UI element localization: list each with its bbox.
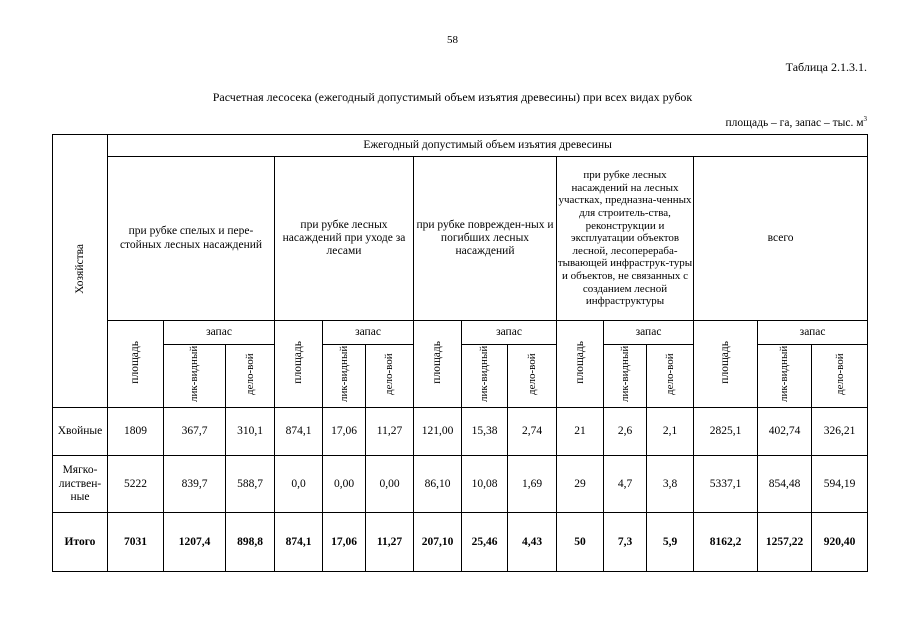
table-cell: 1,69 <box>508 456 557 513</box>
header-liquid <box>758 345 812 408</box>
table-cell: 594,19 <box>812 456 868 513</box>
page-number: 58 <box>447 34 458 46</box>
table-row-total <box>53 513 868 572</box>
row-label: Хвойные <box>53 408 108 456</box>
row-label: Мягко-листвен-ные <box>53 456 108 513</box>
header-liquid <box>604 345 647 408</box>
table-cell: 326,21 <box>812 408 868 456</box>
table-cell: 8162,2 <box>694 513 758 572</box>
table-cell: 121,00 <box>414 408 462 456</box>
table-cell: 2,6 <box>604 408 647 456</box>
header-liquid-label: лик-видный <box>778 345 791 403</box>
table-cell: 5337,1 <box>694 456 758 513</box>
units-note <box>725 117 867 129</box>
table-cell: 5,9 <box>647 513 694 572</box>
table-cell: 7,3 <box>604 513 647 572</box>
header-area <box>108 321 164 408</box>
table-cell: 50 <box>557 513 604 572</box>
table-cell: 874,1 <box>275 408 323 456</box>
table-cell: 17,06 <box>323 408 366 456</box>
header-business-label: дело-вой <box>663 353 676 395</box>
table-cell: 588,7 <box>226 456 275 513</box>
header-group-mature: при рубке спелых и пере-стойных лесных насаждений <box>108 157 275 321</box>
table-cell: 1257,22 <box>758 513 812 572</box>
units-text: площадь – га, запас – тыс. м <box>725 117 864 129</box>
cutting-volume-table <box>52 134 868 572</box>
header-stock: запас <box>462 321 557 345</box>
table-cell: 25,46 <box>462 513 508 572</box>
header-area-label: площадь <box>573 340 586 384</box>
header-main: Ежегодный допустимый объем изъятия древесины <box>108 135 868 157</box>
header-business-label: дело-вой <box>525 353 538 395</box>
table-cell: 0,00 <box>366 456 414 513</box>
table-cell: 2825,1 <box>694 408 758 456</box>
header-liquid <box>164 345 226 408</box>
table-cell: 898,8 <box>226 513 275 572</box>
table-cell: 310,1 <box>226 408 275 456</box>
table-cell: 3,8 <box>647 456 694 513</box>
header-liquid-label: лик-видный <box>478 345 491 403</box>
header-business-label: дело-вой <box>833 353 846 395</box>
table-cell: 21 <box>557 408 604 456</box>
table-caption: Расчетная лесосека (ежегодный допустимый объем изъятия древесины) при всех видах рубок <box>212 90 693 104</box>
header-area <box>694 321 758 408</box>
header-business <box>226 345 275 408</box>
header-liquid <box>323 345 366 408</box>
table-cell: 15,38 <box>462 408 508 456</box>
table-cell: 86,10 <box>414 456 462 513</box>
header-stock: запас <box>758 321 868 345</box>
header-business <box>508 345 557 408</box>
table-cell: 2,1 <box>647 408 694 456</box>
header-farm <box>53 135 108 408</box>
table-cell: 5222 <box>108 456 164 513</box>
table-cell: 207,10 <box>414 513 462 572</box>
table-cell: 10,08 <box>462 456 508 513</box>
header-farm-label: Хозяйства <box>73 244 86 294</box>
header-business <box>812 345 868 408</box>
header-liquid-label: лик-видный <box>188 345 201 403</box>
header-area <box>275 321 323 408</box>
header-liquid-label: лик-видный <box>618 345 631 403</box>
header-area <box>414 321 462 408</box>
table-cell: 4,43 <box>508 513 557 572</box>
header-group-total: всего <box>694 157 868 321</box>
header-group-thinning: при рубке лесных насаждений при уходе за лесами <box>275 157 414 321</box>
header-area-label: площадь <box>719 340 732 384</box>
table-cell: 1809 <box>108 408 164 456</box>
header-area <box>557 321 604 408</box>
row-label: Итого <box>53 513 108 572</box>
table-cell: 367,7 <box>164 408 226 456</box>
header-area-label: площадь <box>129 340 142 384</box>
table-cell: 17,06 <box>323 513 366 572</box>
header-liquid <box>462 345 508 408</box>
header-business-label: дело-вой <box>243 353 256 395</box>
table-cell: 2,74 <box>508 408 557 456</box>
header-stock: запас <box>164 321 275 345</box>
header-liquid-label: лик-видный <box>337 345 350 403</box>
table-row-softwood-deciduous <box>53 456 868 513</box>
header-group-damaged: при рубке поврежден-ных и погибших лесных насаждений <box>414 157 557 321</box>
table-cell: 7031 <box>108 513 164 572</box>
table-cell: 874,1 <box>275 513 323 572</box>
units-superscript: 3 <box>863 115 867 123</box>
table-number: Таблица 2.1.3.1. <box>785 60 867 74</box>
table-cell: 11,27 <box>366 408 414 456</box>
table-cell: 402,74 <box>758 408 812 456</box>
table-row-coniferous <box>53 408 868 456</box>
table-cell: 11,27 <box>366 513 414 572</box>
header-group-infrastructure: при рубке лесных насаждений на лесных участках, предназна-ченных для строитель-ства, реконструкции и эксплуатации объектов лесной, лесоперераба-тывающей инфраструк-туры и объектов, не связанных с созданием лесной инфраструктуры <box>557 157 694 321</box>
table-cell: 0,0 <box>275 456 323 513</box>
table-cell: 0,00 <box>323 456 366 513</box>
header-stock: запас <box>323 321 414 345</box>
table-cell: 4,7 <box>604 456 647 513</box>
header-business <box>366 345 414 408</box>
table-cell: 920,40 <box>812 513 868 572</box>
header-stock: запас <box>604 321 694 345</box>
table-cell: 854,48 <box>758 456 812 513</box>
table-cell: 839,7 <box>164 456 226 513</box>
header-area-label: площадь <box>292 340 305 384</box>
header-business-label: дело-вой <box>383 353 396 395</box>
table-cell: 29 <box>557 456 604 513</box>
table-cell: 1207,4 <box>164 513 226 572</box>
header-area-label: площадь <box>431 340 444 384</box>
header-business <box>647 345 694 408</box>
